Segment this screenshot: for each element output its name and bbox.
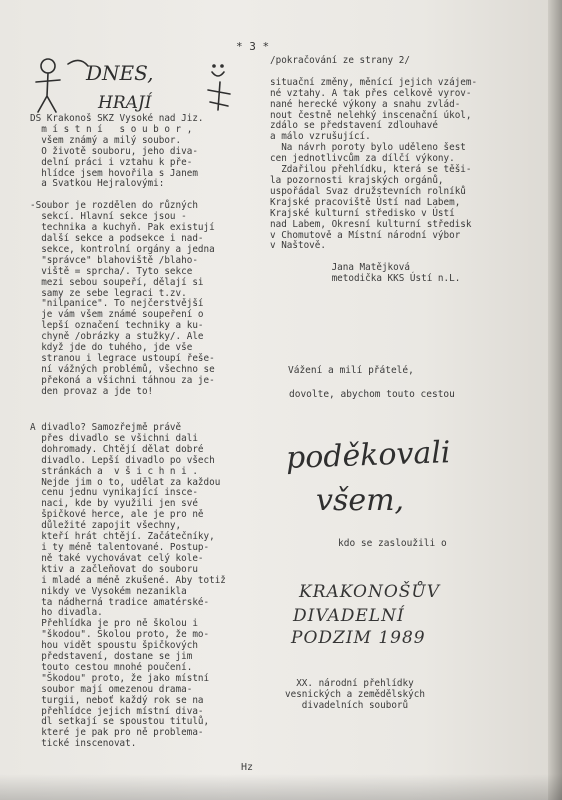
- text-line: mezi sebou soupeří, dělají si: [30, 276, 204, 288]
- text-line: cen jednotlivcům za dílčí výkony.: [270, 153, 455, 165]
- text-line: v Naštově.: [270, 240, 326, 252]
- text-line: m í s t n í s o u b o r ,: [30, 123, 193, 135]
- text-line: důležité zapojit všechny,: [30, 520, 182, 532]
- author-signature: Hz: [241, 762, 254, 773]
- text-line: turgii, neboť každý rok se na: [30, 694, 204, 706]
- text-line: Nejde jim o to, udělat za každou: [30, 476, 221, 488]
- thanks-handwritten-line1: poděkovali: [285, 435, 452, 476]
- text-line: den provaz a jde to!: [30, 385, 154, 397]
- text-line: a málo vzrušující.: [270, 131, 371, 143]
- text-line: nad Labem, Okresní kulturní středisk: [270, 218, 472, 230]
- festival-title-line2: DIVADELNÍ: [293, 606, 405, 626]
- greeting-line2: dovolte, abychom touto cestou: [289, 389, 455, 400]
- text-line: ta nádherná tradice amatérské-: [30, 596, 210, 608]
- greeting-line1: Vážení a milí přátelé,: [288, 365, 414, 376]
- text-line: nout čestně nelehký inscenační úkol,: [270, 109, 472, 121]
- right-column-block1: [270, 56, 477, 285]
- text-line: technika a kuchyň. Pak existují: [30, 222, 215, 234]
- thanks-handwritten-line2: všem,: [316, 483, 405, 518]
- text-line: hlídce jsem hovořila s Janem: [30, 167, 198, 179]
- festival-title-line1: KRAKONOŠŮV: [299, 582, 441, 602]
- festival-subtitle: XX. národní přehlídky vesnických a zemědělských divadelních souborů: [285, 678, 425, 711]
- page-edge-shadow: [548, 0, 562, 800]
- text-line: Jana Matějková: [270, 262, 410, 274]
- text-line: -Soubor je rozdělen do různých: [30, 200, 198, 212]
- text-line: Na návrh poroty bylo uděleno šest: [270, 142, 466, 154]
- text-line: dl setkají se spoustou titulů,: [30, 716, 210, 728]
- text-line: Přehlídka je pro ně školou i: [30, 618, 198, 630]
- text-line: které je pak pro ně problema-: [30, 727, 204, 739]
- text-line: další sekce a podsekce i nad-: [30, 232, 204, 244]
- text-line: Zdařilou přehlídku, která se těši-: [270, 164, 472, 176]
- text-line: v Chomutově a Místní národní výbor: [270, 229, 461, 241]
- text-line: O životě souboru, jeho diva-: [30, 145, 198, 157]
- text-line: "nilpanice". To nejčerstvější: [30, 298, 204, 310]
- text-line: divadlo. Lepší divadlo po všech: [30, 454, 215, 466]
- text-line: stranou i legrace ustoupí řeše-: [30, 352, 215, 364]
- left-column-block2: [30, 423, 226, 750]
- text-line: když jde do tuhého, jde vše: [30, 342, 193, 354]
- text-line: stránkách a v š i c h n i .: [30, 465, 198, 477]
- text-line: nané herecké výkony a snahu zvlád-: [270, 98, 461, 110]
- logo-line2: HRAJÍ: [98, 93, 152, 113]
- text-line: přehlídce jejich místní diva-: [30, 705, 204, 717]
- text-line: /pokračování ze strany 2/: [270, 55, 410, 66]
- text-line: je vám všem známé soupeření o: [30, 309, 204, 321]
- text-line: delní práci i vztahu k pře-: [30, 156, 193, 168]
- text-line: viště = sprcha/. Tyto sekce: [30, 265, 193, 277]
- text-line: překoná a všichni táhnou za je-: [30, 374, 215, 386]
- left-column-block1: [30, 114, 215, 398]
- text-line: sekcí. Hlavní sekce jsou -: [30, 211, 187, 223]
- text-line: ně také vychovávat celý kole-: [30, 552, 204, 564]
- text-line: Krajské pracoviště Ústí nad Labem,: [270, 196, 461, 208]
- text-line: představení, dostane se jim: [30, 651, 193, 663]
- text-line: špičkové herce, ale je pro ně: [30, 509, 204, 521]
- festival-title-line3: PODZIM 1989: [291, 628, 426, 648]
- text-line: tické inscenovat.: [30, 738, 137, 750]
- text-line: soubor mají omezenou drama-: [30, 683, 193, 695]
- text-line: DS Krakonoš SKZ Vysoké nad Jiz.: [30, 113, 204, 124]
- text-line: uspořádal Svaz družstevních rolníků: [270, 185, 466, 197]
- text-line: touto cestou mnohé poučení.: [30, 661, 193, 673]
- text-line: "Škodou" proto, že jako místní: [30, 672, 210, 684]
- who-line: kdo se zasloužili o: [338, 538, 447, 549]
- text-line: samy ze sebe legraci t.zv.: [30, 287, 187, 299]
- text-line: chyně /obrázky a stužky/. Ale: [30, 331, 204, 343]
- text-line: "škodou". Školou proto, že mo-: [30, 629, 210, 641]
- dnes-hraji-logo: [28, 52, 248, 122]
- text-line: "správce" blahoviště /blaho-: [30, 254, 198, 266]
- text-line: přes divadlo se všichni dali: [30, 432, 198, 444]
- text-line: sekce, kontrolní orgány a jedna: [30, 243, 215, 255]
- text-line: ní vážných problémů, všechno se: [30, 363, 215, 375]
- text-line: A divadlo? Samozřejmě právě: [30, 422, 182, 433]
- text-line: cenu jednu vynikající insce-: [30, 487, 198, 499]
- text-line: naci, kde by využili jen své: [30, 498, 198, 510]
- text-line: metodička KKS Ústí n.L.: [270, 273, 461, 285]
- text-line: ho divadla.: [30, 607, 103, 619]
- text-line: situační změny, měnící jejich vzájem-: [270, 76, 478, 88]
- page-number: * 3 *: [236, 40, 270, 53]
- text-line: la pozornosti krajských orgánů,: [270, 174, 444, 186]
- text-line: i ty méně talentované. Postup-: [30, 541, 210, 553]
- text-line: i mladé a méně zkušené. Aby totiž: [30, 574, 226, 586]
- text-line: nikdy ve Vysokém nezanikla: [30, 585, 187, 597]
- text-line: lepší označení techniky a ku-: [30, 320, 204, 332]
- text-line: Krajské kulturní středisko v Ústí: [270, 207, 455, 219]
- text-line: dohromady. Chtějí dělat dobré: [30, 443, 204, 455]
- text-line: kteří hrát chtějí. Začátečníky,: [30, 531, 215, 543]
- text-line: a Svatkou Hejralovými:: [30, 178, 165, 190]
- text-line: všem známý a milý soubor.: [30, 134, 182, 146]
- text-line: ktiv a začleňovat do souboru: [30, 563, 198, 575]
- text-line: zdálo se představení zdlouhavé: [270, 120, 438, 132]
- text-line: hou vidět spoustu špičkových: [30, 640, 198, 652]
- text-line: né vztahy. A tak přes celkově vyrov-: [270, 87, 472, 99]
- page-bottom-shadow: [0, 774, 562, 800]
- logo-line1: DNES,: [86, 61, 154, 85]
